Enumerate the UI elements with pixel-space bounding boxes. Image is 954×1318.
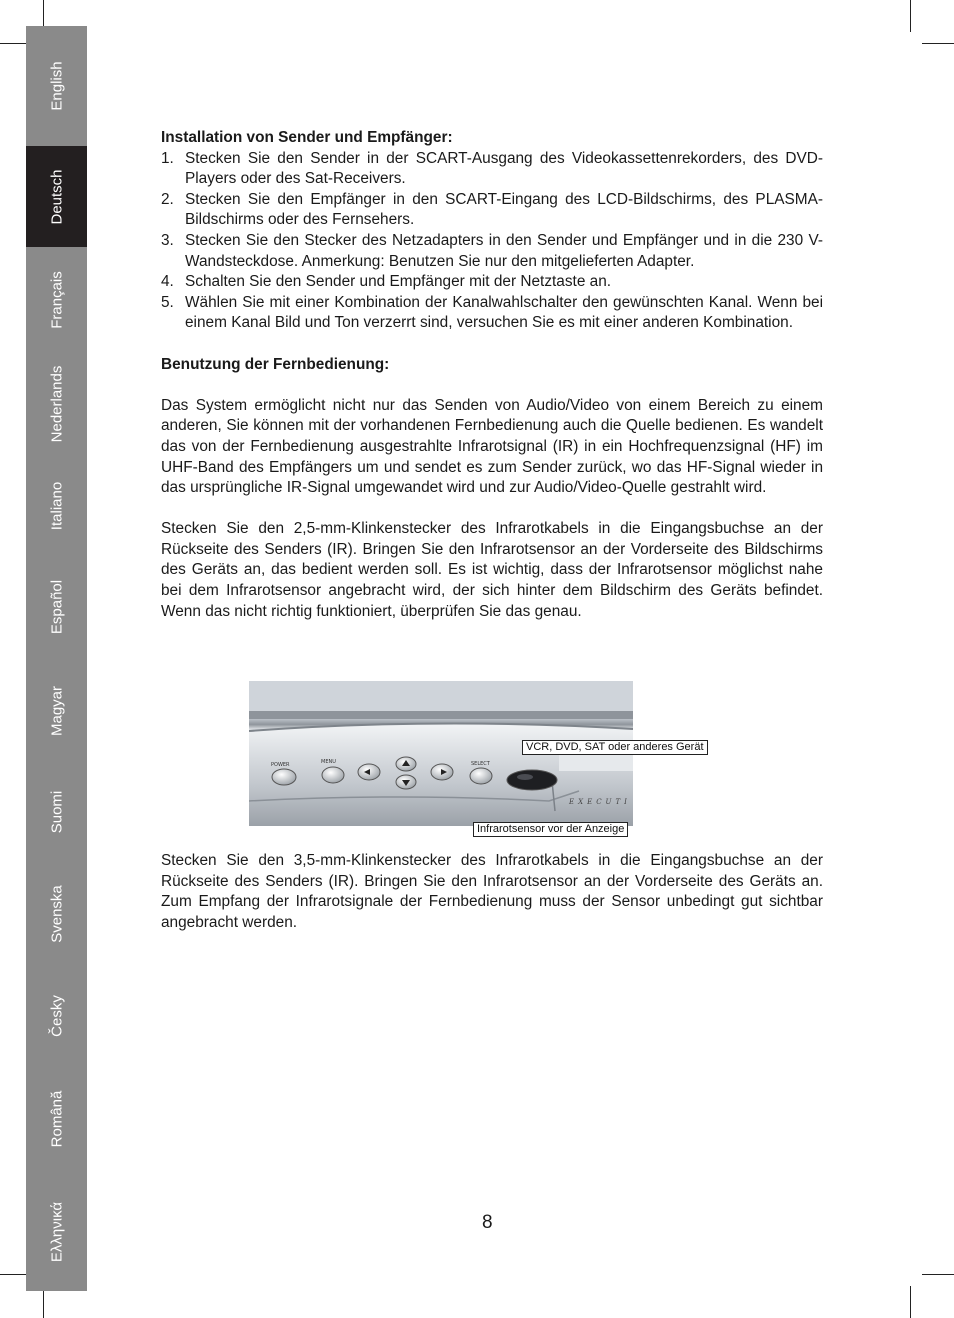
callout-device: VCR, DVD, SAT oder anderes Gerät xyxy=(522,740,708,755)
lang-tab-italiano[interactable]: Italiano xyxy=(48,481,65,530)
menu-label: MENU xyxy=(321,759,336,765)
menu-button xyxy=(322,767,344,783)
step-text: Stecken Sie den Sender in der SCART-Ausgang des Videokassettenrekorders, des DVD-Players oder des Sat-Receivers. xyxy=(185,149,823,188)
power-button xyxy=(272,769,296,785)
lang-tab-suomi[interactable]: Suomi xyxy=(48,790,65,834)
crop-mark xyxy=(922,43,954,44)
list-item xyxy=(161,293,823,334)
lang-tab-english[interactable]: English xyxy=(48,61,65,111)
installation-steps xyxy=(161,149,823,334)
lang-tab-espanol[interactable]: Español xyxy=(48,579,65,635)
brand-label: EXECUTI xyxy=(569,798,631,806)
select-button xyxy=(470,768,492,784)
lang-tab-nederlands[interactable]: Nederlands xyxy=(48,365,65,443)
step-number: 3. xyxy=(161,231,174,249)
crop-mark xyxy=(910,1286,911,1318)
step-number: 4. xyxy=(161,273,174,291)
section-heading-remote: Benutzung der Fernbedienung: xyxy=(161,355,390,373)
crop-mark xyxy=(922,1274,954,1275)
ir-sensor-window xyxy=(507,770,557,790)
paragraph: Stecken Sie den 2,5-mm-Klinkenstecker des Infrarotkabels in die Eingangsbuchse an der Rückseite des Senders (IR). Bringen Sie den Infrarotsensor an der Vorderseite des Bildschirms des Geräts an, das bedient werden soll. Es ist wichtig, dass der Infrarotsensor möglichst nahe bei dem Infrarotsensor angebracht wird, der sich hinter dem Bildschirm des Geräts befindet. Wenn das nicht richtig funktioniert, überprüfen Sie das genau. xyxy=(161,520,823,620)
main-content xyxy=(161,128,823,622)
lang-tab-svenska[interactable]: Svenska xyxy=(48,885,65,943)
list-item xyxy=(161,231,823,272)
list-item xyxy=(161,149,823,190)
language-sidebar xyxy=(26,26,87,1291)
step-text: Wählen Sie mit einer Kombination der Kanalwahlschalter den gewünschten Kanal. Wenn bei einem Kanal Bild und Ton verzerrt sind, versuchen Sie es mit einer anderen Kombination. xyxy=(185,293,823,332)
step-text: Schalten Sie den Sender und Empfänger mit der Netztaste an. xyxy=(185,273,612,291)
page-number: 8 xyxy=(482,1212,493,1233)
list-item xyxy=(161,272,823,293)
lang-tab-francais[interactable]: Français xyxy=(48,270,65,329)
power-label: POWER xyxy=(271,762,290,768)
paragraph: Das System ermöglicht nicht nur das Senden von Audio/Video von einem Bereich zu einem anderen, Sie können mit der vorhandenen Fernbedienung auch die Quelle bedienen. Es wandelt das von der Fernbedienung ausgestrahlte Infrarotsignal (IR) in ein Hochfrequenzsignal (HF) im UHF-Band des Empfängers um und sendet es zum Sender zurück, wo das HF-Signal wieder in das ursprüngliche IR-Signal umgewandet wird und zur Audio/Video-Quelle gestrahlt wird. xyxy=(161,396,823,497)
section-heading-installation: Installation von Sender und Empfänger: xyxy=(161,129,453,146)
list-item xyxy=(161,190,823,231)
lang-tab-deutsch[interactable]: Deutsch xyxy=(26,146,87,247)
crop-mark xyxy=(910,0,911,32)
step-number: 5. xyxy=(161,293,174,311)
select-label: SELECT xyxy=(471,761,490,767)
lang-tab-greek[interactable]: Ελληνικά xyxy=(48,1201,65,1262)
lang-tab-romana[interactable]: Română xyxy=(48,1090,65,1148)
step-number: 1. xyxy=(161,149,174,167)
lang-tab-cesky[interactable]: Česky xyxy=(48,995,65,1037)
step-text: Stecken Sie den Stecker des Netzadapters in den Sender und Empfänger und in die 230 V-Wandsteckdose. Anmerkung: Benutzen Sie nur den mitgelieferten Adapter. xyxy=(185,231,823,270)
step-text: Stecken Sie den Empfänger in den SCART-Eingang des LCD-Bildschirms, des PLASMA-Bildschirms oder des Fernsehers. xyxy=(185,190,823,229)
paragraph-after-figure: Stecken Sie den 3,5-mm-Klinkenstecker des Infrarotkabels in die Eingangsbuchse an der Rückseite des Senders (IR). Bringen Sie den Infrarotsensor an der Vorderseite des Geräts an. Zum Empfang der Infrarotsignale der Fernbedienung muss der Sensor unbedingt gut sichtbar angebracht werden. xyxy=(161,852,823,931)
step-number: 2. xyxy=(161,190,174,208)
lang-tab-magyar[interactable]: Magyar xyxy=(48,685,65,736)
callout-ir-sensor: Infrarotsensor vor der Anzeige xyxy=(473,822,628,837)
